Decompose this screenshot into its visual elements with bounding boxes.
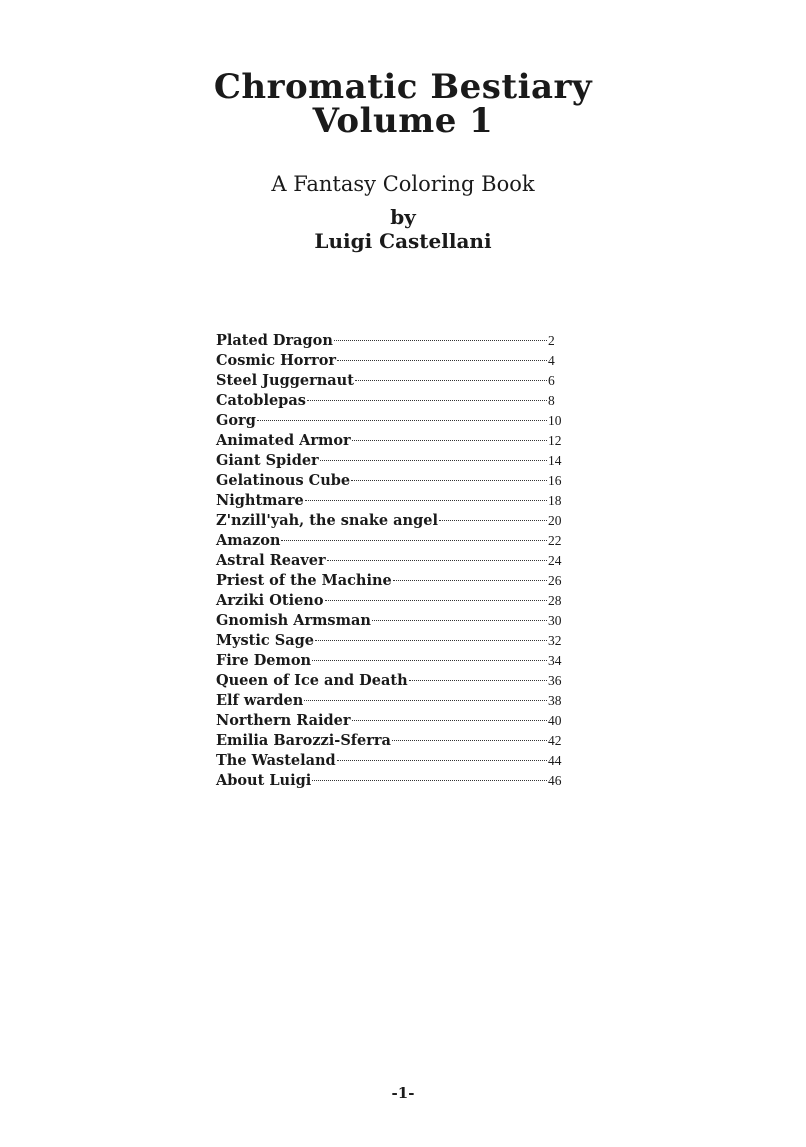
toc-entry-page: 44 [548,753,562,768]
toc-entry-page: 6 [548,373,555,388]
toc-entry-page: 24 [548,553,562,568]
toc-entry [216,531,570,551]
toc-entry [216,751,570,771]
toc-entry-page: 4 [548,353,555,368]
toc-entry-title: Elf warden [216,692,304,709]
toc-entry-page: 46 [548,773,562,788]
toc-dot-leader [372,620,547,621]
toc-entry [216,691,570,711]
toc-entry-title: About Luigi [216,772,312,789]
toc-entry-title: Gelatinous Cube [216,472,351,489]
toc-entry-page: 22 [548,533,562,548]
toc-entry-page: 32 [548,633,562,648]
toc-entry-title: Arziki Otieno [216,592,324,609]
toc-dot-leader [409,680,547,681]
toc-entry [216,431,570,451]
toc-dot-leader [320,460,547,461]
toc-dot-leader [393,580,547,581]
toc-dot-leader [281,540,547,541]
toc-dot-leader [352,720,547,721]
toc-dot-leader [337,760,547,761]
toc-dot-leader [439,520,547,521]
toc-dot-leader [325,600,547,601]
toc-dot-leader [312,780,547,781]
toc-entry-title: Cosmic Horror [216,352,337,369]
toc-dot-leader [312,660,547,661]
toc-entry-title: Plated Dragon [216,332,333,349]
toc-entry [216,771,570,791]
book-title-line-1: Chromatic Bestiary [213,67,593,107]
toc-entry [216,631,570,651]
toc-entry-page: 8 [548,393,555,408]
page-number: -1- [391,1084,415,1102]
toc-entry-page: 40 [548,713,562,728]
toc-entry [216,471,570,491]
toc-entry-title: Gnomish Armsman [216,612,371,629]
toc-entry-page: 28 [548,593,562,608]
toc-entry [216,651,570,671]
toc-entry [216,571,570,591]
toc-entry [216,411,570,431]
toc-entry [216,331,570,351]
toc-entry-title: Giant Spider [216,452,319,469]
toc-entry-title: Amazon [216,532,281,549]
toc-entry [216,671,570,691]
toc-dot-leader [334,340,547,341]
toc-entry-title: The Wasteland [216,752,336,769]
book-subtitle: A Fantasy Coloring Book [271,172,535,196]
toc-dot-leader [327,560,547,561]
toc-dot-leader [337,360,547,361]
toc-entry-page: 14 [548,453,562,468]
toc-entry-title: Priest of the Machine [216,572,392,589]
toc-entry-title: Catoblepas [216,392,306,409]
toc-dot-leader [351,480,547,481]
toc-dot-leader [392,740,547,741]
toc-entry [216,611,570,631]
toc-entry [216,451,570,471]
toc-entry-title: Fire Demon [216,652,312,669]
toc-entry [216,391,570,411]
toc-dot-leader [315,640,547,641]
author-name: Luigi Castellani [314,229,492,253]
toc-entry-title: Nightmare [216,492,304,509]
toc-entry-title: Mystic Sage [216,632,314,649]
toc-entry-page: 34 [548,653,562,668]
toc-entry-page: 2 [548,333,555,348]
toc-entry-title: Queen of Ice and Death [216,672,408,689]
toc-entry-page: 20 [548,513,562,528]
by-line: by [390,205,416,229]
table-of-contents [216,331,570,791]
toc-entry-page: 12 [548,433,562,448]
toc-dot-leader [305,500,547,501]
toc-entry-page: 16 [548,473,562,488]
toc-entry-page: 42 [548,733,562,748]
toc-entry-title: Z'nzill'yah, the snake angel [216,512,438,529]
toc-entry [216,351,570,371]
toc-entry-title: Emilia Barozzi-Sferra [216,732,391,749]
toc-entry-title: Astral Reaver [216,552,326,569]
toc-entry [216,591,570,611]
toc-entry [216,711,570,731]
toc-entry-title: Northern Raider [216,712,351,729]
book-title-line-2: Volume 1 [312,101,494,141]
toc-entry-page: 10 [548,413,562,428]
toc-entry-page: 36 [548,673,562,688]
toc-dot-leader [352,440,547,441]
toc-entry [216,551,570,571]
toc-dot-leader [355,380,547,381]
title-block [0,67,806,254]
toc-entry-title: Gorg [216,412,256,429]
toc-dot-leader [307,400,547,401]
toc-entry [216,511,570,531]
toc-dot-leader [304,700,547,701]
toc-entry-page: 18 [548,493,562,508]
toc-entry-title: Animated Armor [216,432,351,449]
toc-entry-page: 30 [548,613,562,628]
toc-entry-page: 38 [548,693,562,708]
toc-entry [216,371,570,391]
toc-entry-title: Steel Juggernaut [216,372,354,389]
toc-dot-leader [257,420,547,421]
toc-entry [216,731,570,751]
toc-entry-page: 26 [548,573,562,588]
toc-entry [216,491,570,511]
